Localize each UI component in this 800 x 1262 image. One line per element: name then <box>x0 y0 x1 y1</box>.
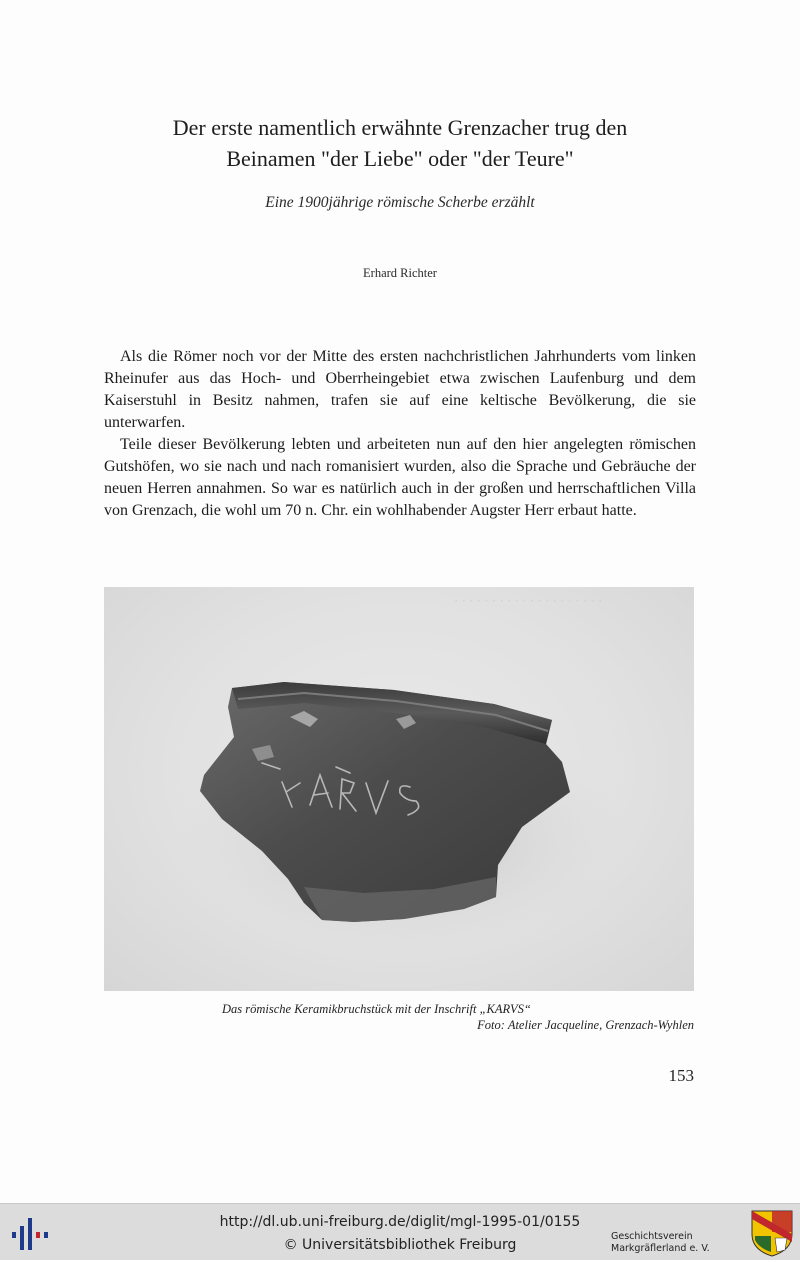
publisher-name-line-1: Geschichtsverein <box>611 1231 693 1242</box>
article-title-line-2: Beinamen "der Liebe" oder "der Teure" <box>226 146 574 171</box>
coat-of-arms-icon <box>749 1208 795 1258</box>
ub-freiburg-logo-icon[interactable] <box>6 1212 54 1256</box>
article-subtitle: Eine 1900jährige römische Scherbe erzählt <box>265 194 535 211</box>
publisher-name-line-2: Markgräflerland e. V. <box>611 1243 710 1254</box>
footer-bar <box>0 1203 800 1260</box>
bleed-through-text: · · · · · · · · · · · · · · · · · · · · <box>454 593 603 608</box>
figure-caption <box>104 1001 694 1033</box>
article-author: Erhard Richter <box>363 266 437 280</box>
pottery-shard-photo <box>104 587 694 991</box>
publisher-name <box>611 1231 751 1255</box>
article-title-line-1: Der erste namentlich erwähnte Grenzacher trug den <box>172 115 628 140</box>
document-url-link[interactable]: http://dl.ub.uni-freiburg.de/diglit/mgl-1995-01/0155 <box>219 1214 581 1230</box>
page-number: 153 <box>668 1066 694 1085</box>
article-title <box>100 112 700 174</box>
body-paragraph-2: Teile dieser Bevölkerung lebten und arbeiteten nun auf den hier angelegten römischen Gutshöfen, wo sie nach und nach romanisiert wurden, also die Sprache und Gebräuche der neuen Herren annahmen. So war es natürlich auch in der großen und herrschaftlichen Villa von Grenzach, die wohl um 70 n. Chr. ein wohlhabender Augster Herr erbaut hatte. <box>104 436 696 519</box>
photo-credit: Foto: Atelier Jacqueline, Grenzach-Wyhlen <box>477 1018 694 1032</box>
figure-caption-text: Das römische Keramikbruchstück mit der Inschrift „KARVS“ <box>222 1002 531 1016</box>
body-paragraph-1: Als die Römer noch vor der Mitte des ersten nachchristlichen Jahrhunderts vom linken Rheinufer aus das Hoch- und Oberrheingebiet etwa zwischen Laufenburg und dem Kaiserstuhl in Besitz nahmen, trafen sie auf eine keltische Bevölkerung, die sie unterwarfen. <box>104 348 696 431</box>
article-body <box>104 346 696 522</box>
copyright-text: © Universitätsbibliothek Freiburg <box>283 1237 517 1253</box>
